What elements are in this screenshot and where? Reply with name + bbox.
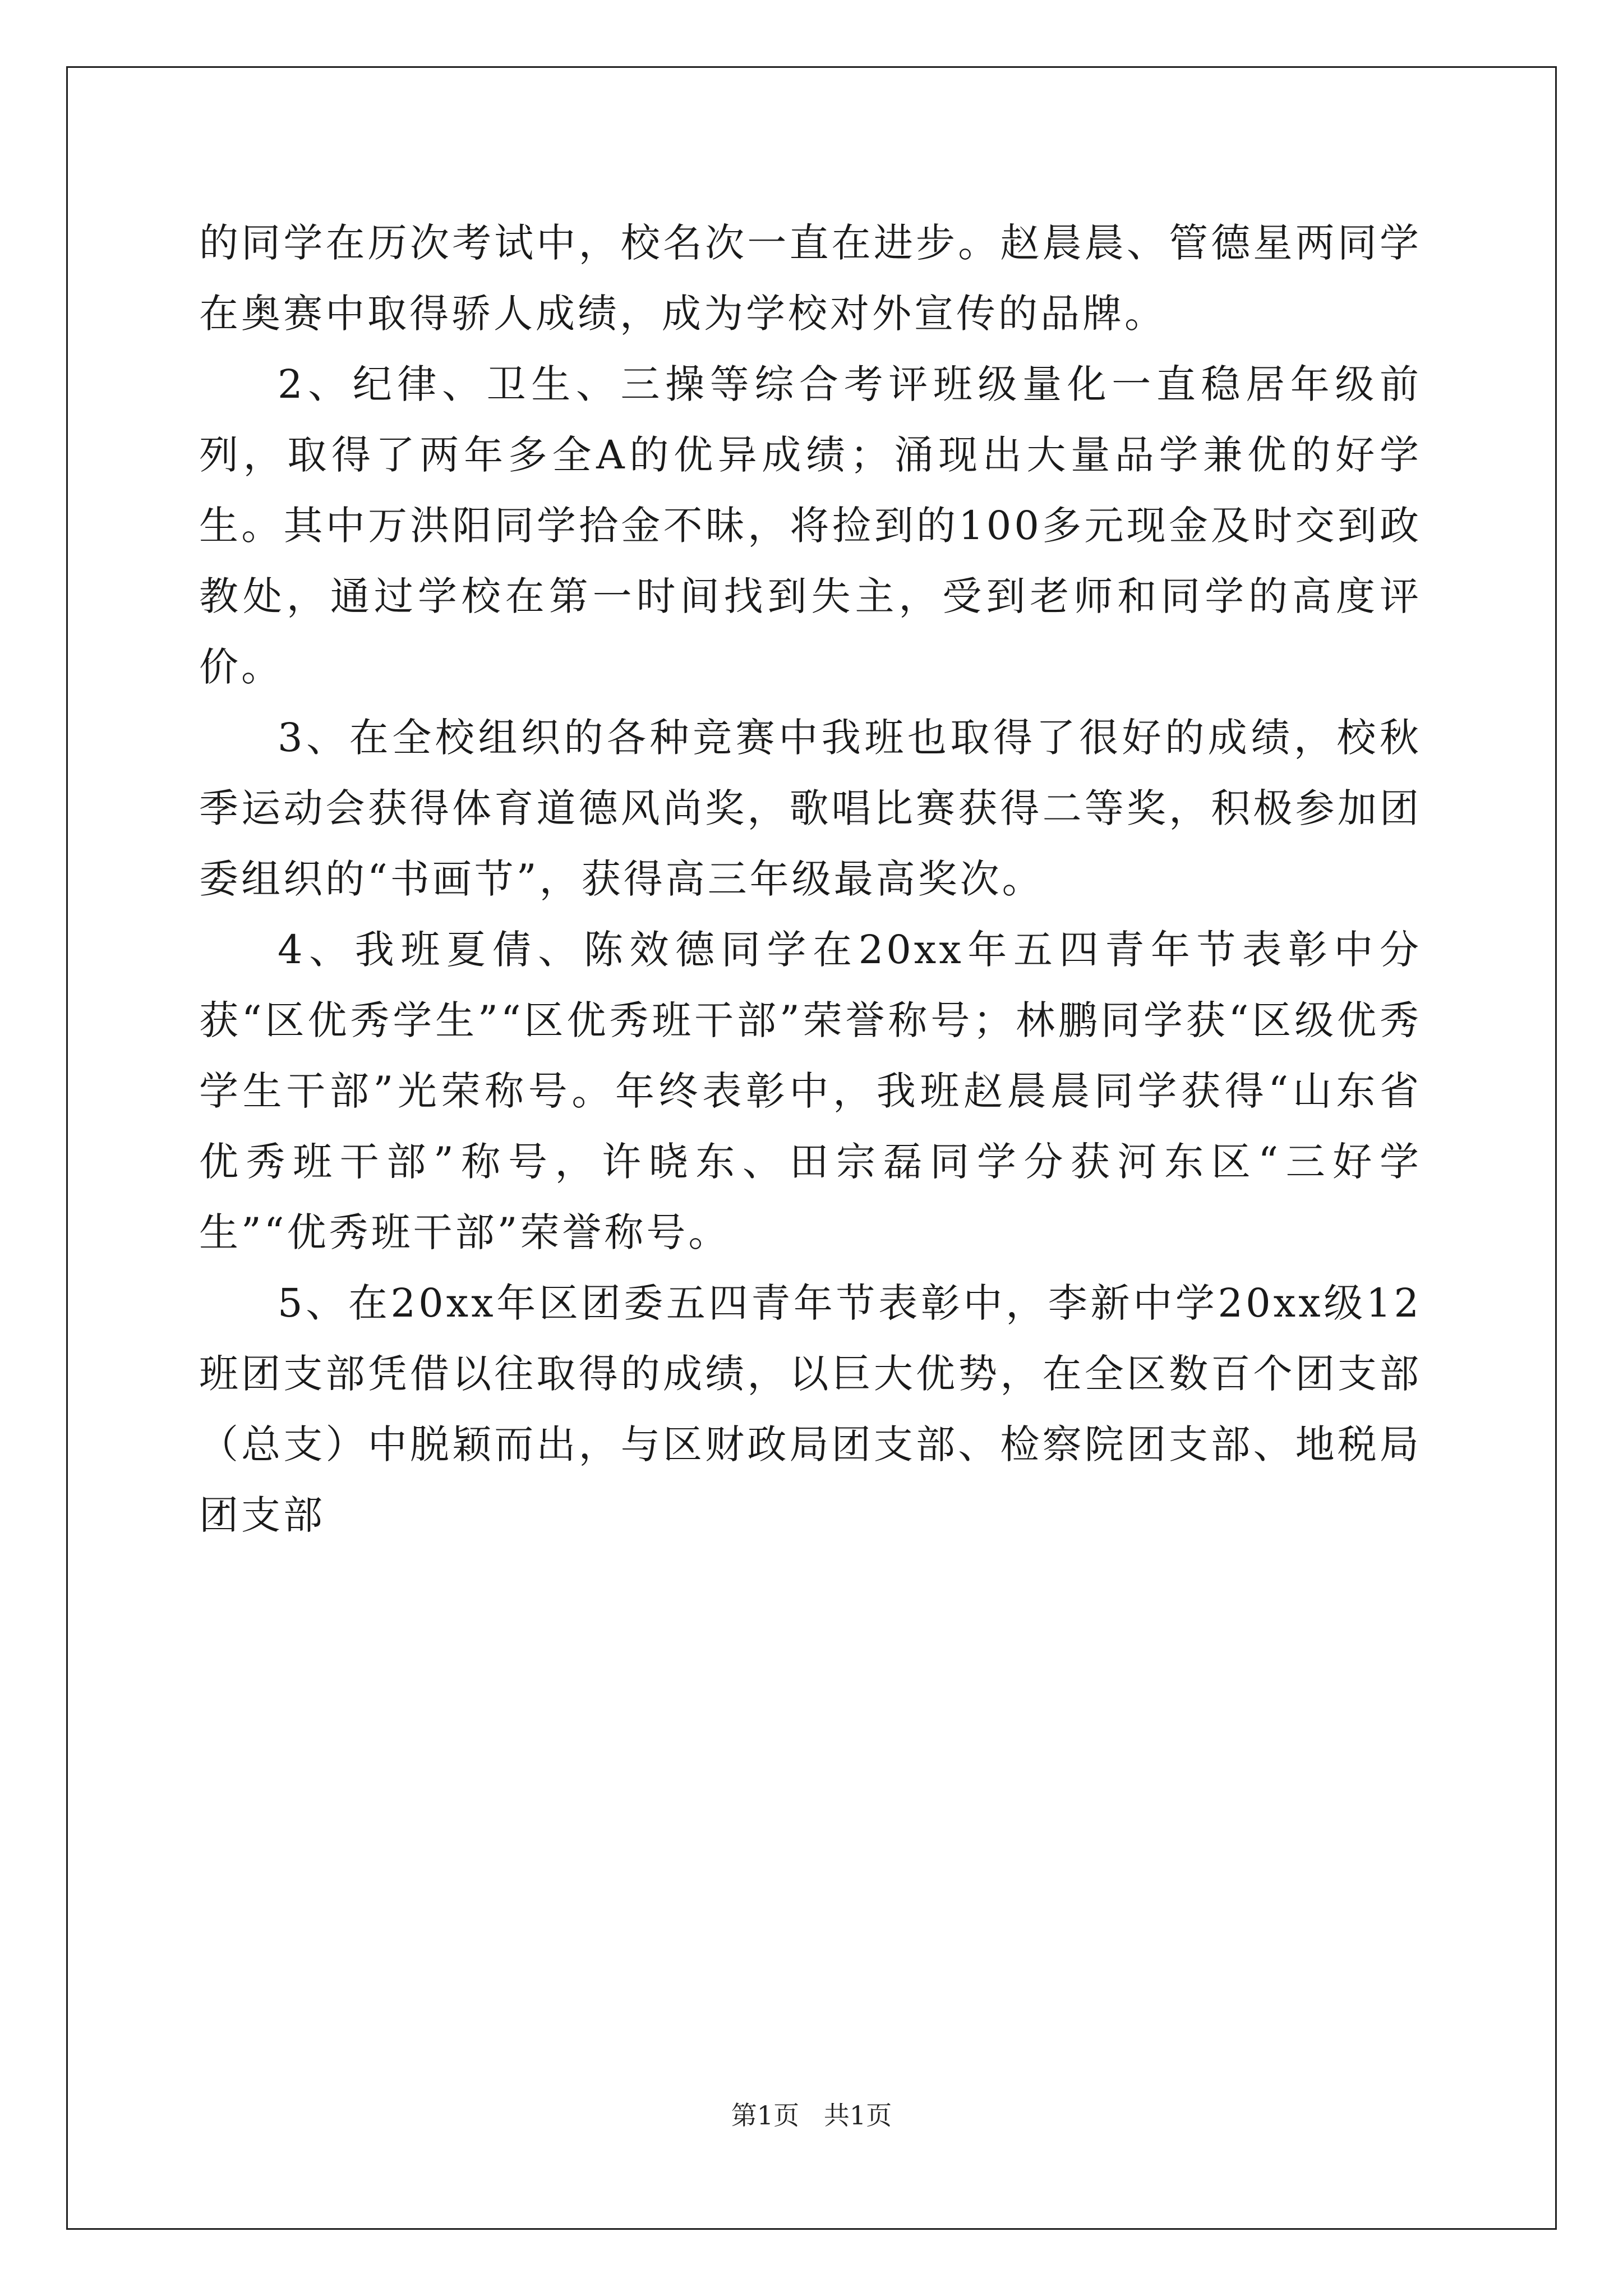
page-number-footer: 第1页 共1页 <box>731 2100 892 2131</box>
paragraph-item-2: 2、纪律、卫生、三操等综合考评班级量化一直稳居年级前列，取得了两年多全A的优异成绩；涌现出大量品学兼优的好学生。其中万洪阳同学拾金不昧，将捡到的100多元现金及时交到政教处，通过学校在第一时间找到失主，受到老师和同学的高度评价。 <box>199 361 1422 690</box>
paragraph-item-3: 3、在全校组织的各种竞赛中我班也取得了很好的成绩，校秋季运动会获得体育道德风尚奖，歌唱比赛获得二等奖，积极参加团委组织的“书画节”，获得高三年级最高奖次。 <box>199 715 1422 902</box>
paragraph-item-5: 5、在20xx年区团委五四青年节表彰中，李新中学20xx级12班团支部凭借以往取得的成绩，以巨大优势，在全区数百个团支部（总支）中脱颖而出，与区财政局团支部、检察院团支部、地税局团支部 <box>199 1280 1422 1538</box>
document-body <box>199 208 1422 1550</box>
paragraph-item-4: 4、我班夏倩、陈效德同学在20xx年五四青年节表彰中分获“区优秀学生”“区优秀班干部”荣誉称号；林鹏同学获“区级优秀学生干部”光荣称号。年终表彰中，我班赵晨晨同学获得“山东省优秀班干部”称号，许晓东、田宗磊同学分获河东区“三好学生”“优秀班干部”荣誉称号。 <box>199 927 1422 1255</box>
paragraph-continuation: 的同学在历次考试中，校名次一直在进步。赵晨晨、管德星两同学在奥赛中取得骄人成绩，成为学校对外宣传的品牌。 <box>199 220 1422 337</box>
